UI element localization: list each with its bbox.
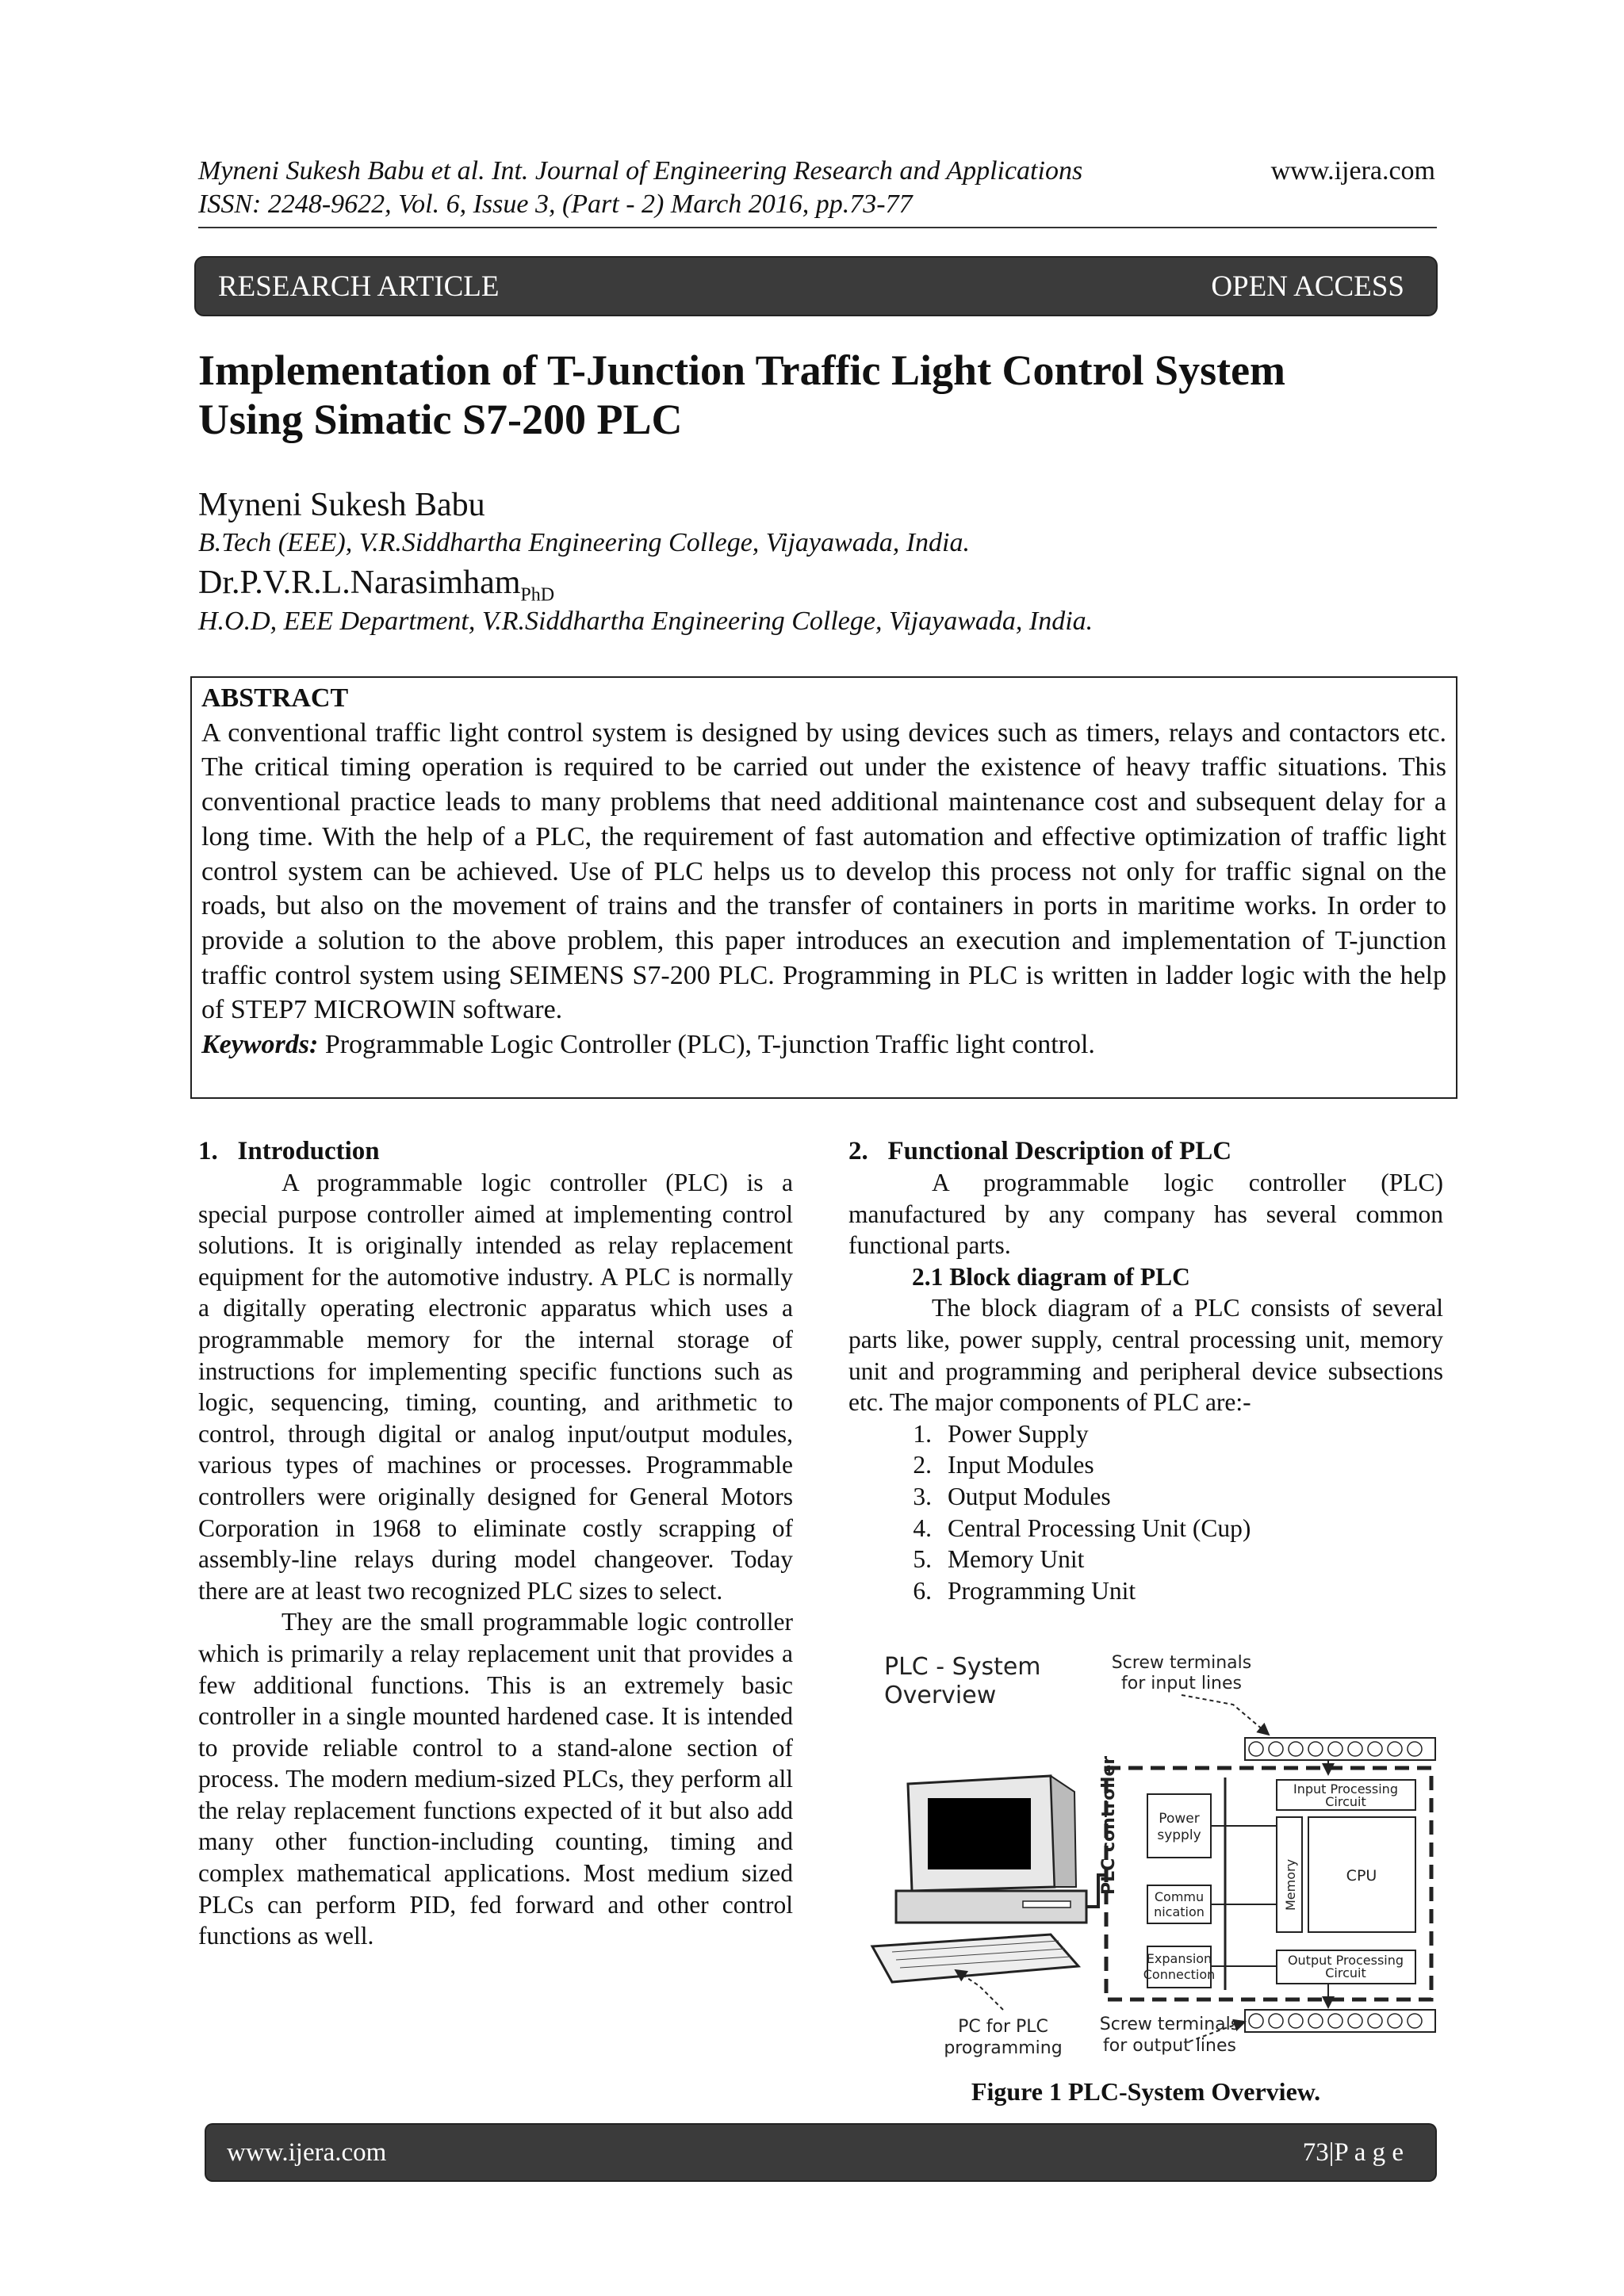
article-type-banner [196, 258, 1436, 315]
components-list [848, 1418, 1443, 1607]
figure-caption: Figure 1 PLC-System Overview. [971, 2077, 1321, 2106]
cpu-label: CPU [1346, 1867, 1377, 1885]
list-item [848, 1575, 1443, 1607]
screw-out-label-1: Screw terminals [1099, 2015, 1240, 2034]
right-column [848, 1135, 1443, 1606]
input-screw-terminals [1245, 1738, 1435, 1760]
input-processing-label-2: Circuit [1325, 1794, 1366, 1809]
list-text: Output Modules [948, 1482, 1111, 1510]
list-text: Power Supply [948, 1419, 1089, 1448]
screw-in-label-2: for input lines [1121, 1674, 1242, 1693]
paragraph: They are the small programmable logic controller which is primarily a relay replacement unit that provides a few additional functions. This is an extremely basic controller in a single mounted hardened case. It is intended to provide reliable control to a stand-alone section of process. The modern medium-sized PLCs, they perform all the relay replacement functions expected of it but also add many other function-including counting, timing and complex mathematical applications. Most medium sized PLCs can perform PID, fed forward and other control functions as well. [198, 1608, 793, 1950]
paragraph: A programmable logic controller (PLC) manufactured by any company has several common functional parts. [848, 1169, 1443, 1260]
list-item [848, 1449, 1443, 1481]
power-supply-label-1: Power [1159, 1811, 1200, 1827]
list-number: 5. [913, 1545, 932, 1574]
abstract-text: A conventional traffic light control system is designed by using devices such as timers, relays and contactors etc. The critical timing operation is required to be carried out under the existence of heavy traffic situations. This conventional practice leads to many problems that need additional maintenance cost and subsequent delay for a long time. With the help of a PLC, the requirement of fast automation and effective optimization of traffic light control system can be achieved. Use of PLC helps us to develop this process not only for traffic signal on the roads, but also on the movement of trains and the transfer of containers in ports in maritime works. In order to provide a solution to the above problem, this paper introduces an execution and implementation of T-junction traffic control system using SEIMENS S7-200 PLC. Programming in PLC is written in ladder logic with the help of STEP7 MICROWIN software. [201, 718, 1446, 1025]
keywords-label: Keywords: [201, 1030, 319, 1060]
pc-computer-icon [872, 1776, 1086, 1982]
section-heading: 2. Functional Description of PLC [848, 1137, 1232, 1165]
list-number: 4. [913, 1513, 932, 1542]
list-number: 1. [913, 1419, 932, 1448]
list-text: Input Modules [948, 1451, 1094, 1479]
abstract-heading: ABSTRACT [201, 683, 349, 713]
page-number: 73|P a g e [1302, 2137, 1404, 2167]
list-number: 2. [913, 1451, 932, 1479]
list-text: Memory Unit [948, 1545, 1085, 1574]
abstract-box [190, 676, 1457, 1099]
output-processing-label-2: Circuit [1325, 1965, 1366, 1980]
journal-website[interactable]: www.ijera.com [1270, 156, 1435, 186]
expansion-label-1: Expansion [1146, 1951, 1212, 1966]
author-degree: PhD [520, 584, 555, 606]
figure-title-line-2: Overview [884, 1682, 997, 1709]
page-footer [206, 2125, 1435, 2180]
input-processing-label-1: Input Processing [1293, 1781, 1398, 1797]
list-item [848, 1481, 1443, 1513]
list-number: 6. [913, 1576, 932, 1605]
paragraph: The block diagram of a PLC consists of several parts like, power supply, central processing unit, memory unit and programming and peripheral device subsections etc. The major components of PLC are:- [848, 1294, 1443, 1417]
paragraph: A programmable logic controller (PLC) is a special purpose controller aimed at implementing control solutions. It is originally intended as relay replacement equipment for the automotive industry. A PLC is normally a digitally operating electronic apparatus which uses a programmable memory for the internal storage of instructions for implementing specific functions such as logic, sequencing, timing, counting, and arithmetic to control, through digital or analog input/output modules, various types of machines or processes. Programmable controllers were originally designed for General Motors Corporation in 1968 to eliminate costly scrapping of assembly-line relays during model changeover. Today there are at least two recognized PLC sizes to select. [198, 1169, 793, 1605]
arrow-to-input-terminals [1182, 1695, 1269, 1735]
subsection-heading: 2.1 Block diagram of PLC [912, 1262, 1190, 1291]
title-line-1: Implementation of T-Junction Traffic Light Control System [198, 346, 1286, 394]
list-item [848, 1513, 1443, 1544]
keywords-line [201, 1027, 1446, 1062]
pc-label-2: programming [944, 2038, 1063, 2058]
communication-label-2: nication [1154, 1904, 1205, 1919]
title-line-2: Using Simatic S7-200 PLC [198, 396, 683, 443]
list-item [848, 1418, 1443, 1450]
left-column [198, 1135, 793, 1952]
pc-label-1: PC for PLC [958, 2017, 1048, 2037]
expansion-label-2: Connection [1143, 1967, 1216, 1982]
author-name: Myneni Sukesh Babu [198, 487, 485, 523]
figure-title-line-1: PLC - System [884, 1653, 1041, 1681]
issn-line: ISSN: 2248-9622, Vol. 6, Issue 3, (Part - 2) March 2016, pp.73-77 [198, 189, 913, 219]
open-access-label: OPEN ACCESS [1211, 270, 1404, 303]
output-screw-terminals [1245, 2010, 1435, 2032]
research-article-label: RESEARCH ARTICLE [218, 270, 500, 303]
keywords-text: Programmable Logic Controller (PLC), T-junction Traffic light control. [324, 1030, 1095, 1060]
header-divider [198, 227, 1437, 228]
communication-label-1: Commu [1154, 1889, 1205, 1904]
screw-out-label-2: for output lines [1103, 2036, 1236, 2056]
plc-controller-label: PLC controller [1099, 1755, 1119, 1895]
list-number: 3. [913, 1482, 932, 1510]
journal-citation: Myneni Sukesh Babu et al. Int. Journal of Engineering Research and Applications [198, 156, 1083, 186]
author-affiliation: H.O.D, EEE Department, V.R.Siddhartha Engineering College, Vijayawada, India. [198, 607, 1094, 636]
section-heading: 1. Introduction [198, 1137, 380, 1165]
footer-website[interactable]: www.ijera.com [227, 2137, 387, 2167]
list-item [848, 1544, 1443, 1575]
screw-in-label-1: Screw terminals [1111, 1653, 1252, 1673]
power-supply-label-2: sypply [1157, 1827, 1201, 1843]
plc-system-overview-figure [860, 1649, 1447, 2077]
paper-title [198, 346, 1435, 444]
author-affiliation: B.Tech (EEE), V.R.Siddhartha Engineering College, Vijayawada, India. [198, 528, 970, 557]
list-text: Central Processing Unit (Cup) [948, 1513, 1251, 1542]
output-processing-label-1: Output Processing [1287, 1953, 1404, 1968]
list-text: Programming Unit [948, 1576, 1136, 1605]
running-header [198, 155, 1435, 221]
author-name-text: Dr.P.V.R.L.Narasimham [198, 564, 521, 601]
memory-label: Memory [1283, 1858, 1298, 1911]
